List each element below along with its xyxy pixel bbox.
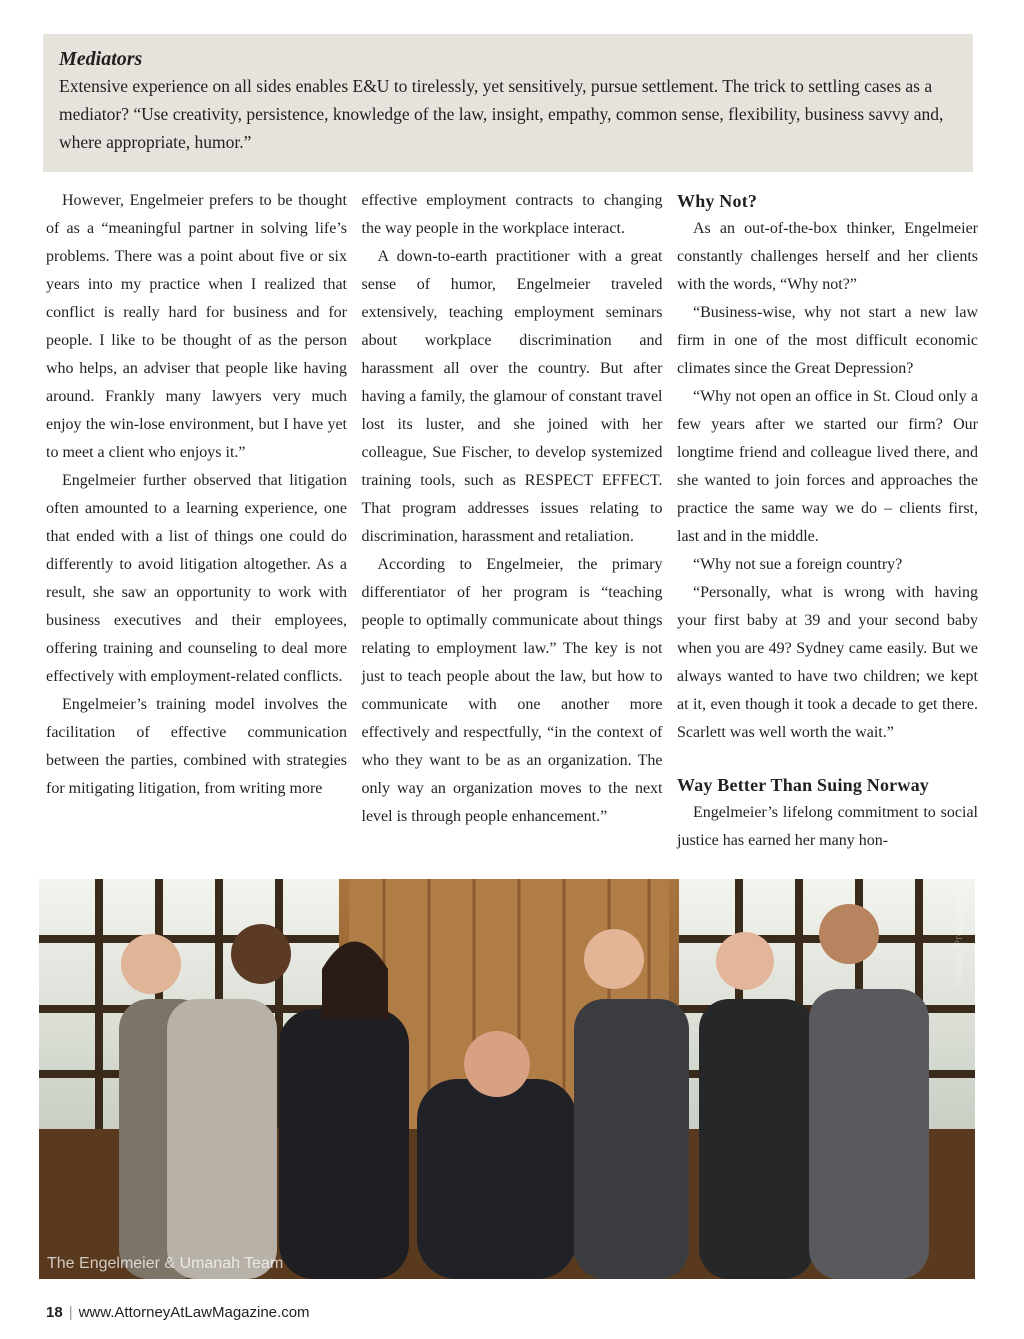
paragraph: effective employment contracts to changing the way people in the workplace interact. bbox=[361, 192, 663, 237]
article-columns bbox=[46, 187, 978, 859]
section-heading-suing-norway: Way Better Than Suing Norway bbox=[677, 775, 929, 795]
paragraph: Engelmeier’s training model involves the facilitation of effective communication between the parties, combined with strategies for mitigating litigation, from writing more bbox=[46, 696, 347, 797]
photo-credit: Foliotek Productions bbox=[953, 889, 965, 989]
paragraph: According to Engelmeier, the primary differentiator of her program is “teaching people to optimally communicate about things relating to employment law.” The key is not just to teach people about the law, but how to communicate with one another more effectively and respectfully, “in the context of who they want to be as an organization. The only way an organization moves to the next level is through people enhancement.” bbox=[361, 556, 663, 825]
footer-url[interactable]: www.AttorneyAtLawMagazine.com bbox=[78, 1304, 310, 1321]
paragraph: Engelmeier’s lifelong commitment to social justice has earned her many hon- bbox=[677, 804, 978, 849]
paragraph: “Why not sue a foreign country? bbox=[693, 556, 903, 573]
footer-separator: | bbox=[68, 1304, 73, 1321]
callout-title: Mediators bbox=[59, 48, 143, 70]
page-number: 18 bbox=[46, 1304, 63, 1321]
mediators-callout bbox=[43, 34, 973, 172]
paragraph: Engelmeier further observed that litigation often amounted to a learning experience, one that ended with a list of things one could do differently to avoid litigation altogether. As a result, she saw an opportunity to work with business executives and their employees, offering training and counseling to deal more effectively with employment-related conflicts. bbox=[46, 472, 347, 685]
page-footer bbox=[46, 1304, 310, 1321]
photo-caption: The Engelmeier & Umanah Team bbox=[47, 1255, 284, 1272]
column-3 bbox=[677, 187, 978, 859]
column-1 bbox=[46, 187, 347, 859]
paragraph: As an out-of-the-box thinker, Engelmeier constantly challenges herself and her clients with the words, “Why not?” bbox=[677, 220, 978, 293]
team-photo bbox=[39, 879, 975, 1279]
callout-body: Extensive experience on all sides enables E&U to tirelessly, yet sensitively, pursue settlement. The trick to settling cases as a mediator? “Use creativity, persistence, knowledge of the law, insight, empathy, common sense, flexibility, business savvy and, where appropriate, humor.” bbox=[59, 76, 944, 152]
paragraph: A down-to-earth practitioner with a great sense of humor, Engelmeier traveled extensively, teaching employment seminars about workplace discrimination and harassment all over the country. But after having a family, the glamour of constant travel lost its luster, and she joined with her colleague, Sue Fischer, to develop systemized training tools, such as RESPECT EFFECT. That program addresses issues relating to discrimination, harassment and retaliation. bbox=[361, 248, 663, 545]
paragraph: “Why not open an office in St. Cloud only a few years after we started our firm? Our longtime friend and colleague lived there, and she wanted to join forces and approaches the practice the same way we do – clients first, last and in the middle. bbox=[677, 388, 978, 545]
paragraph: “Personally, what is wrong with having your first baby at 39 and your second baby when you are 49? Sydney came easily. But we always wanted to have two children; we kept at it, even though it took a decade to get there. Scarlett was well worth the wait.” bbox=[677, 584, 978, 741]
column-2 bbox=[362, 187, 663, 859]
paragraph: “Business-wise, why not start a new law firm in one of the most difficult economic climates since the Great Depression? bbox=[677, 304, 978, 377]
section-heading-why-not: Why Not? bbox=[677, 191, 758, 211]
paragraph: However, Engelmeier prefers to be thought of as a “meaningful partner in solving life’s problems. There was a point about five or six years into my practice when I realized that conflict is really hard for business and for people. I like to be thought of as the person who helps, an adviser that people like having around. Frankly many lawyers very much enjoy the win-lose environment, but I have yet to meet a client who enjoys it.” bbox=[46, 192, 347, 461]
team-photo-illustration bbox=[39, 879, 975, 1279]
